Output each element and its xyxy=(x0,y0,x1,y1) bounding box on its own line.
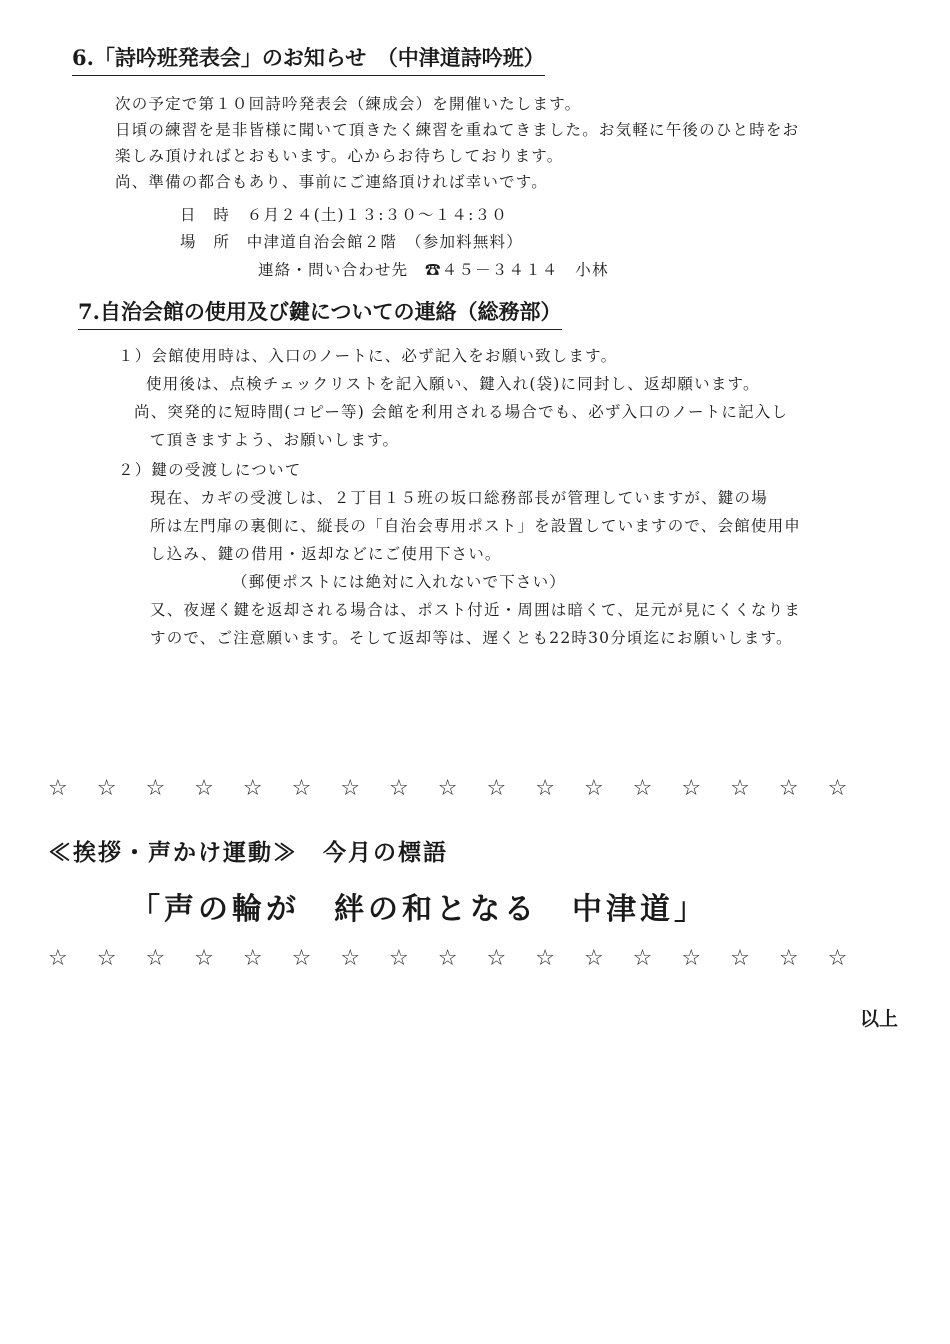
section6-line-1: 次の予定で第１０回詩吟発表会（練成会）を開催いたします。 xyxy=(115,95,582,113)
closing-mark: 以上 xyxy=(860,1008,899,1030)
item2-line-7: すので、ご注意願います。そして返却等は、遅くとも22時30分頃迄にお願いします。 xyxy=(150,629,793,647)
item2-line-3: 所は左門扉の裏側に、縦長の「自治会専用ポスト」を設置していますので、会館使用申 xyxy=(150,517,801,535)
section6-line-4: 尚、準備の都合もあり、事前にご連絡頂ければ幸いです。 xyxy=(115,173,548,191)
section6-line-3: 楽しみ頂ければとおもいます。心からお待ちしております。 xyxy=(115,147,564,165)
event-date: 日 時 ６月２４(土)１３:３０～１４:３０ xyxy=(180,206,508,224)
monthly-motto: 「声の輪が 絆の和となる 中津道」 xyxy=(130,892,708,927)
campaign-title: ≪挨拶・声かけ運動≫ 今月の標語 xyxy=(48,839,448,866)
item2-line-4: し込み、鍵の借用・返却などにご使用下さい。 xyxy=(150,545,502,563)
item1-line-2: 使用後は、点検チェックリストを記入願い、鍵入れ(袋)に同封し、返却願います。 xyxy=(146,375,760,393)
event-place: 場 所 中津道自治会館２階 （参加料無料） xyxy=(180,233,523,251)
item2-line-5: （郵便ポストには絶対に入れないで下さい） xyxy=(232,573,567,591)
event-contact: 連絡・問い合わせ先 ☎４５－３４１４ 小林 xyxy=(258,261,609,279)
item1-line-1: １）会館使用時は、入口のノートに、必ず記入をお願い致します。 xyxy=(118,347,618,365)
item2-line-2: 現在、カギの受渡しは、２丁目１５班の坂口総務部長が管理していますが、鍵の場 xyxy=(150,489,768,507)
section7-heading: 7.自治会館の使用及び鍵についての連絡（総務部） xyxy=(78,296,562,330)
item1-line-4: て頂きますよう、お願いします。 xyxy=(150,431,400,449)
item2-line-1: ２）鍵の受渡しについて xyxy=(118,461,302,479)
section6-line-2: 日頃の練習を是非皆様に聞いて頂きたく練習を重ねてきました。お気軽に午後のひと時をお xyxy=(115,121,800,139)
item1-line-3: 尚、突発的に短時間(コピー等) 会館を利用される場合でも、必ず入口のノートに記入し xyxy=(134,403,789,421)
star-row-bottom: ☆☆☆☆☆☆☆☆☆☆☆☆☆☆☆☆☆ xyxy=(48,946,877,971)
section6-heading: 6.「詩吟班発表会」のお知らせ （中津道詩吟班） xyxy=(72,42,545,76)
item2-line-6: 又、夜遅く鍵を返却される場合は、ポスト付近・周囲は暗くて、足元が見にくくなりま xyxy=(150,601,801,619)
star-row-top: ☆☆☆☆☆☆☆☆☆☆☆☆☆☆☆☆☆ xyxy=(48,776,877,801)
